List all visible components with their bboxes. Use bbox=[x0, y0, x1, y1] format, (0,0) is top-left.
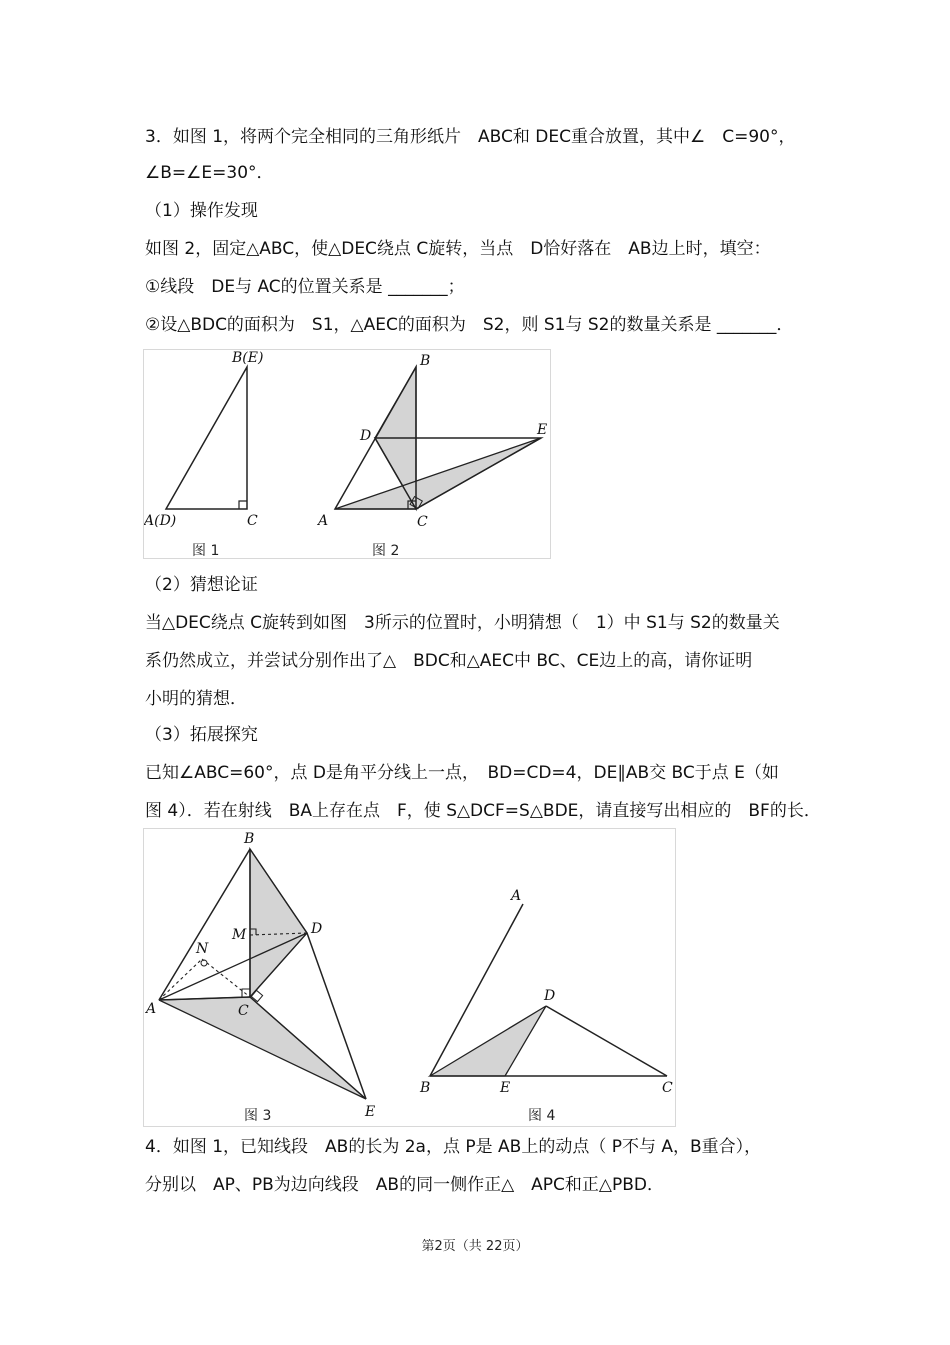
fig1-label-A: A(D) bbox=[144, 513, 177, 529]
fig2-label-E: E bbox=[537, 422, 548, 438]
fig3-label-D: D bbox=[311, 921, 323, 937]
fig2-label-B: B bbox=[420, 353, 431, 369]
text-line-11: （3）拓展探究 bbox=[145, 725, 258, 745]
fig2-caption: 图 2 bbox=[372, 543, 400, 558]
text-line-10: 小明的猜想． bbox=[145, 689, 247, 709]
fig3-label-A: A bbox=[146, 1001, 157, 1017]
text-line-7: （2）猜想论证 bbox=[145, 575, 258, 595]
text-line-3: （1）操作发现 bbox=[145, 201, 258, 221]
fig3-label-B: B bbox=[244, 831, 255, 847]
fig3-label-C: C bbox=[238, 1003, 249, 1019]
fig3-label-M: M bbox=[232, 927, 247, 943]
text-line-5: ①线段 DE与 AC的位置关系是 _______； bbox=[145, 277, 465, 297]
fig1-label-B: B(E) bbox=[232, 350, 264, 366]
fig4-label-A: A bbox=[511, 888, 522, 904]
fig1-caption: 图 1 bbox=[192, 543, 220, 558]
figure-1 bbox=[144, 350, 263, 558]
text-line-13: 图 4）．若在射线 BA上存在点 F，使 S△DCF=S△BDE，请直接写出相应的 BF的长． bbox=[145, 801, 821, 821]
text-line-4: 如图 2，固定△ABC，使△DEC绕点 C旋转，当点 D恰好落在 AB边上时，填空： bbox=[145, 239, 771, 259]
fig4-label-E: E bbox=[500, 1080, 511, 1096]
text-line-1: 3．如图 1，将两个完全相同的三角形纸片 ABC和 DEC重合放置，其中∠ C=90°， bbox=[145, 127, 796, 147]
fig1-label-C: C bbox=[247, 513, 258, 529]
figure-3 bbox=[144, 831, 375, 1124]
fig3-caption: 图 3 bbox=[244, 1108, 272, 1124]
figure-2 bbox=[316, 353, 547, 558]
text-line-9: 系仍然成立，并尝试分别作出了△ BDC和△AEC中 BC、CE边上的高，请你证明 bbox=[145, 651, 753, 671]
figure-4 bbox=[419, 888, 673, 1124]
text-line-8: 当△DEC绕点 C旋转到如图 3所示的位置时，小明猜想（ 1）中 S1与 S2的数量关 bbox=[145, 613, 780, 633]
fig2-label-A: A bbox=[318, 513, 329, 529]
text-line-15: 分别以 AP、PB为边向线段 AB的同一侧作正△ APC和正△PBD． bbox=[145, 1175, 664, 1195]
fig4-label-D: D bbox=[544, 988, 556, 1004]
text-line-14: 4．如图 1，已知线段 AB的长为 2a，点 P是 AB上的动点（ P不与 A，B重合）， bbox=[145, 1137, 762, 1157]
fig4-label-B: B bbox=[420, 1080, 431, 1096]
figure-3-4-panel bbox=[143, 828, 676, 1127]
page-footer: 第2页（共 22页） bbox=[421, 1239, 529, 1254]
fig4-caption: 图 4 bbox=[528, 1108, 556, 1124]
text-line-12: 已知∠ABC=60°，点 D是角平分线上一点， BD=CD=4，DE∥AB交 BC于点 E（如 bbox=[145, 763, 779, 783]
text-line-6: ②设△BDC的面积为 S1，△AEC的面积为 S2，则 S1与 S2的数量关系是 _______． bbox=[145, 315, 794, 335]
fig2-label-C: C bbox=[417, 514, 428, 530]
fig3-label-E: E bbox=[365, 1104, 376, 1120]
fig4-label-C: C bbox=[662, 1080, 673, 1096]
figure-1-2-panel bbox=[143, 349, 551, 559]
fig2-label-D: D bbox=[360, 428, 372, 444]
fig3-label-N: N bbox=[196, 941, 209, 957]
text-line-2: ∠B=∠E=30°． bbox=[145, 163, 274, 183]
